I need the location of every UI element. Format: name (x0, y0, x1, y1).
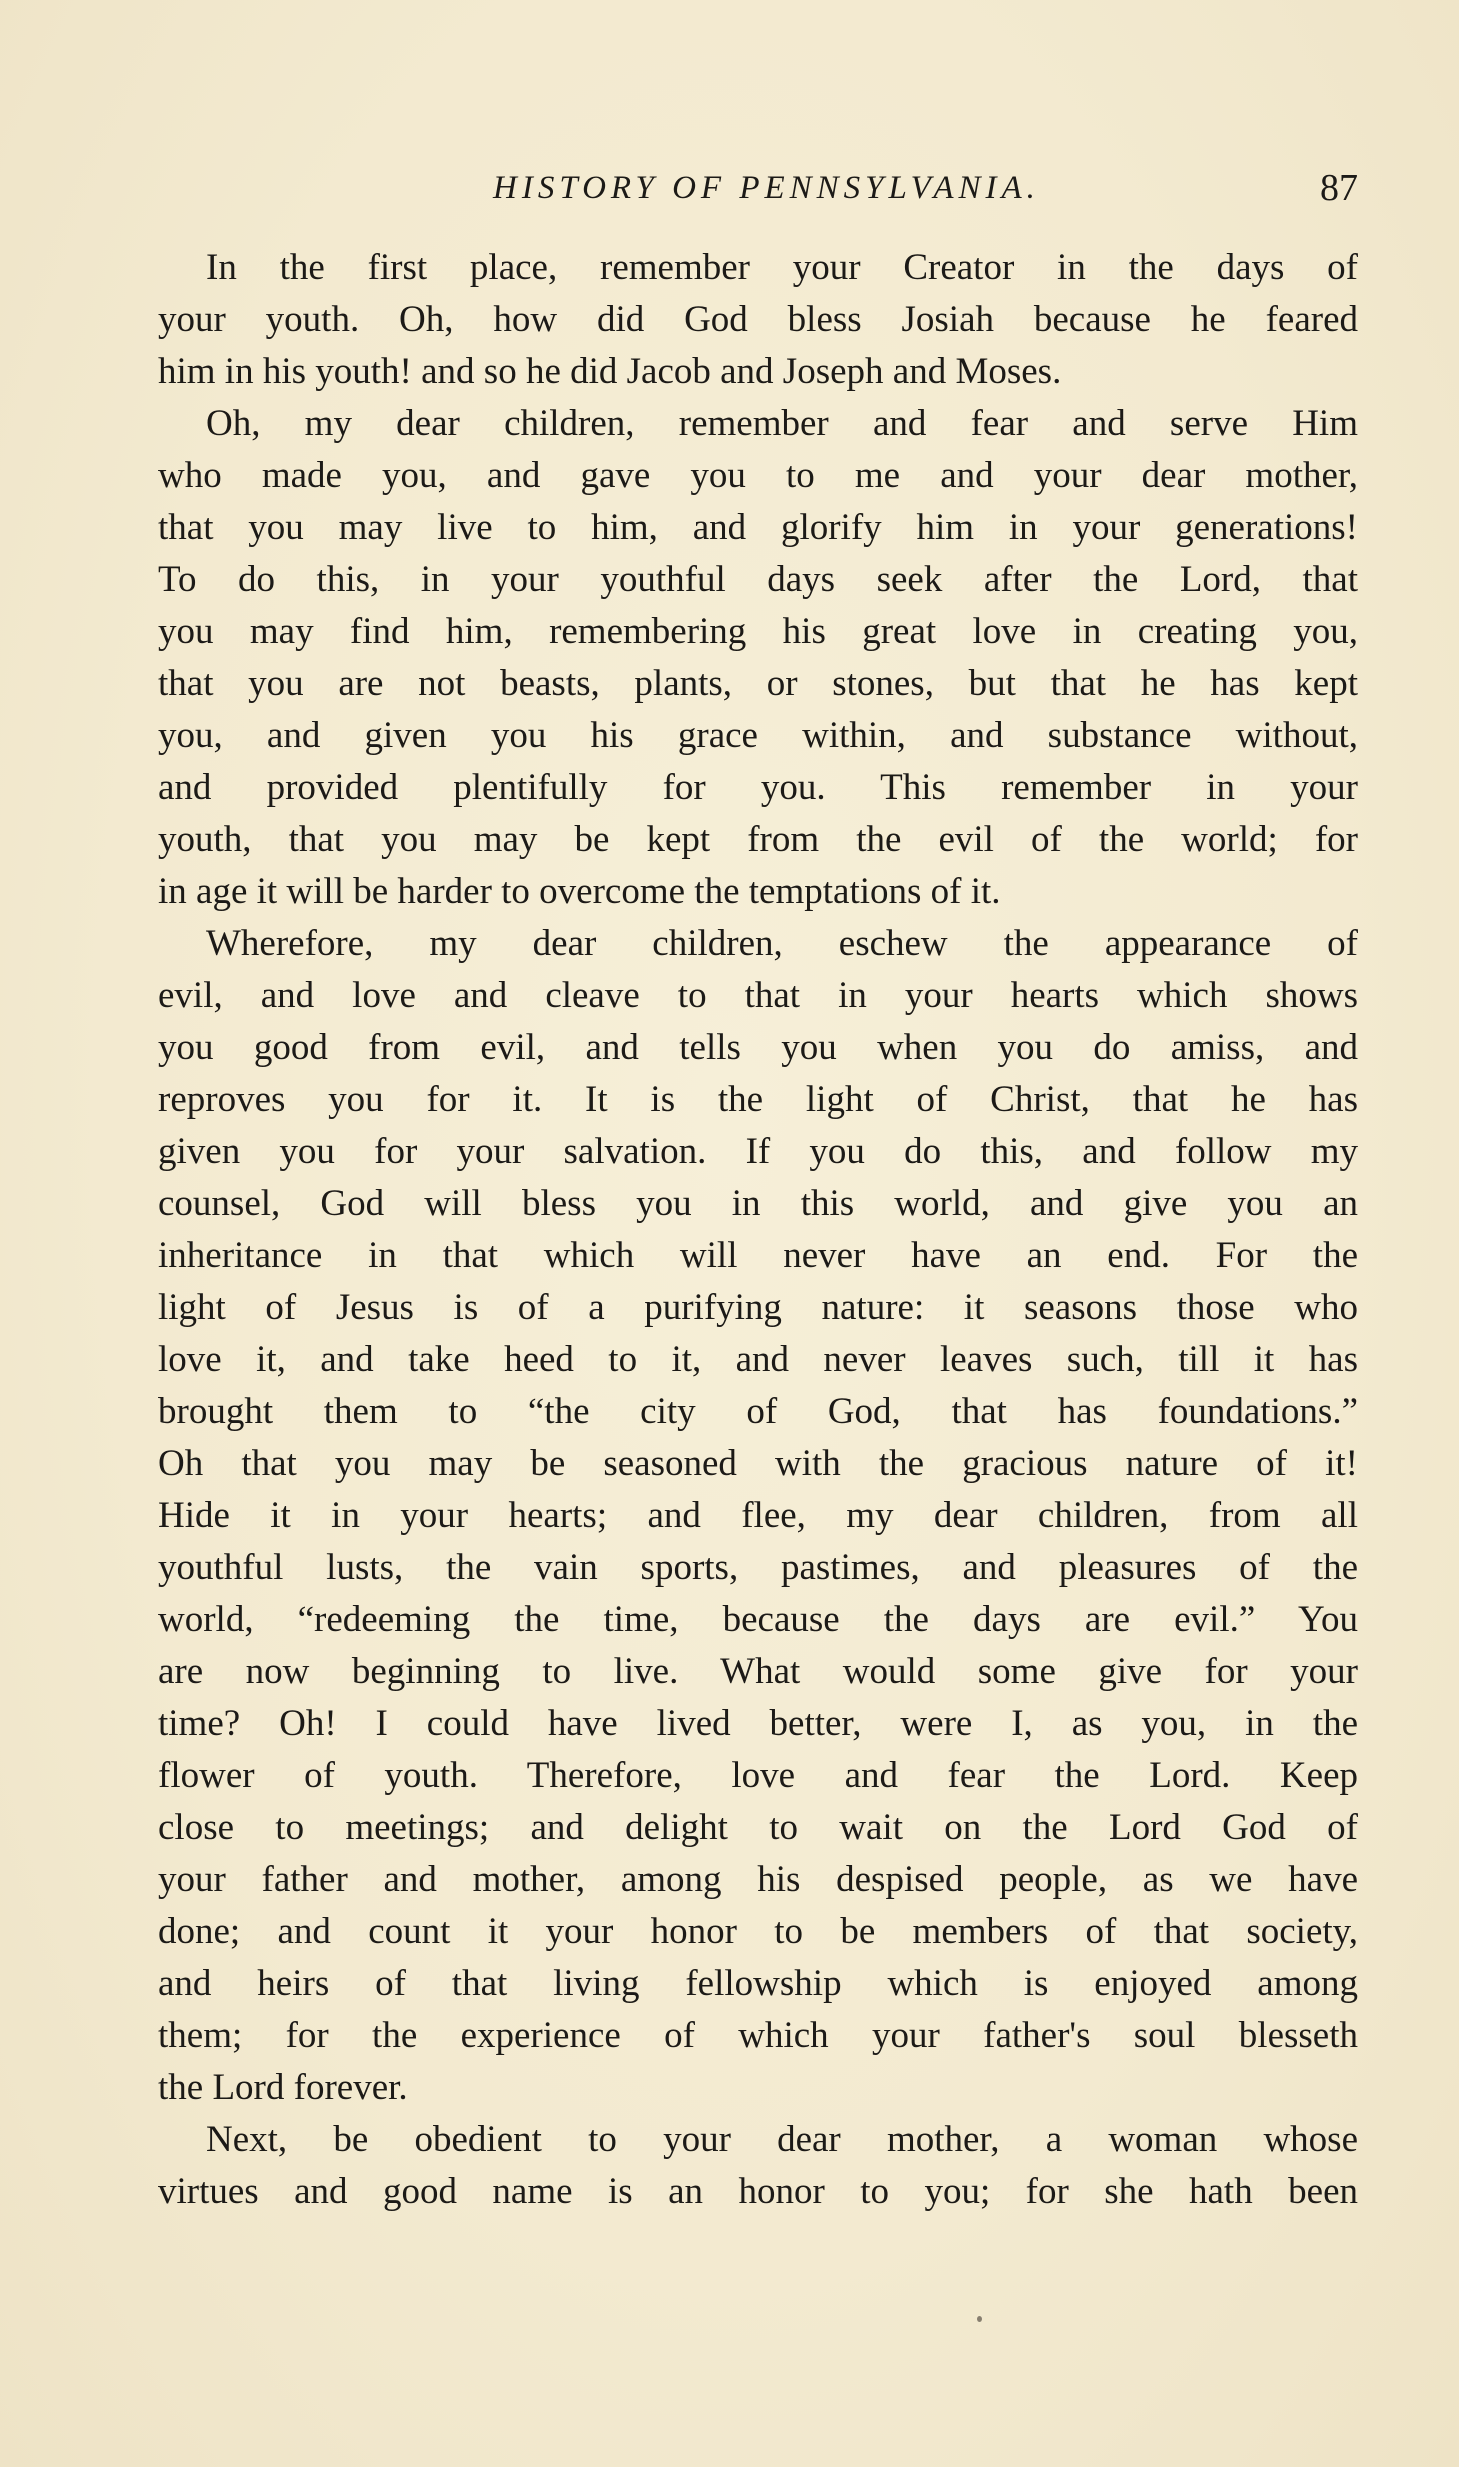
text-line: close to meetings; and delight to wait on the Lord God of (158, 1807, 1358, 1848)
text-line: who made you, and gave you to me and your dear mother, (158, 455, 1358, 496)
text-line: him in his youth! and so he did Jacob and Joseph and Moses. (158, 351, 1062, 392)
text-line: evil, and love and cleave to that in your hearts which shows (158, 975, 1358, 1016)
text-line: that you are not beasts, plants, or stones, but that he has kept (158, 663, 1358, 704)
paper-speck (977, 2316, 982, 2322)
text-line: inheritance in that which will never have an end. For the (158, 1235, 1358, 1276)
text-line: are now beginning to live. What would some give for your (158, 1651, 1358, 1692)
text-line: reproves you for it. It is the light of Christ, that he has (158, 1079, 1358, 1120)
text-line: time? Oh! I could have lived better, were I, as you, in the (158, 1703, 1358, 1744)
text-line: done; and count it your honor to be members of that society, (158, 1911, 1358, 1952)
paragraph (158, 918, 1358, 2114)
paragraph (158, 242, 1358, 398)
text-line: world, “redeeming the time, because the days are evil.” You (158, 1599, 1358, 1640)
text-line: your youth. Oh, how did God bless Josiah because he feared (158, 299, 1358, 340)
text-line: youthful lusts, the vain sports, pastimes, and pleasures of the (158, 1547, 1358, 1588)
text-line: them; for the experience of which your father's soul blesseth (158, 2015, 1358, 2056)
page-number: 87 (1320, 167, 1358, 209)
text-line: given you for your salvation. If you do this, and follow my (158, 1131, 1358, 1172)
text-line: Next, be obedient to your dear mother, a woman whose (206, 2119, 1358, 2160)
text-line: love it, and take heed to it, and never leaves such, till it has (158, 1339, 1358, 1380)
text-line: you good from evil, and tells you when you do amiss, and (158, 1027, 1358, 1068)
text-line: and provided plentifully for you. This remember in your (158, 767, 1358, 808)
page-header (158, 166, 1358, 216)
text-line: in age it will be harder to overcome the temptations of it. (158, 871, 1001, 912)
text-line: you, and given you his grace within, and substance without, (158, 715, 1358, 756)
text-line: your father and mother, among his despised people, as we have (158, 1859, 1358, 1900)
text-line: the Lord forever. (158, 2067, 408, 2108)
text-line: that you may live to him, and glorify him in your generations! (158, 507, 1358, 548)
text-line: Wherefore, my dear children, eschew the appearance of (206, 923, 1358, 964)
text-line: light of Jesus is of a purifying nature: it seasons those who (158, 1287, 1358, 1328)
text-line: youth, that you may be kept from the evil of the world; for (158, 819, 1358, 860)
text-line: and heirs of that living fellowship which is enjoyed among (158, 1963, 1358, 2004)
text-line: counsel, God will bless you in this world, and give you an (158, 1183, 1358, 1224)
body-text (158, 242, 1358, 2218)
running-head: HISTORY OF PENNSYLVANIA. (493, 170, 1040, 206)
text-line: you may find him, remembering his great love in creating you, (158, 611, 1358, 652)
text-line: To do this, in your youthful days seek after the Lord, that (158, 559, 1358, 600)
text-line: Oh that you may be seasoned with the gracious nature of it! (158, 1443, 1358, 1484)
paragraph (158, 398, 1358, 918)
text-line: flower of youth. Therefore, love and fear the Lord. Keep (158, 1755, 1358, 1796)
text-line: brought them to “the city of God, that has foundations.” (158, 1391, 1358, 1432)
paragraph (158, 2114, 1358, 2218)
text-line: virtues and good name is an honor to you; for she hath been (158, 2171, 1358, 2212)
text-line: Oh, my dear children, remember and fear and serve Him (206, 403, 1358, 444)
text-line: Hide it in your hearts; and flee, my dear children, from all (158, 1495, 1358, 1536)
text-line: In the first place, remember your Creator in the days of (206, 247, 1358, 288)
